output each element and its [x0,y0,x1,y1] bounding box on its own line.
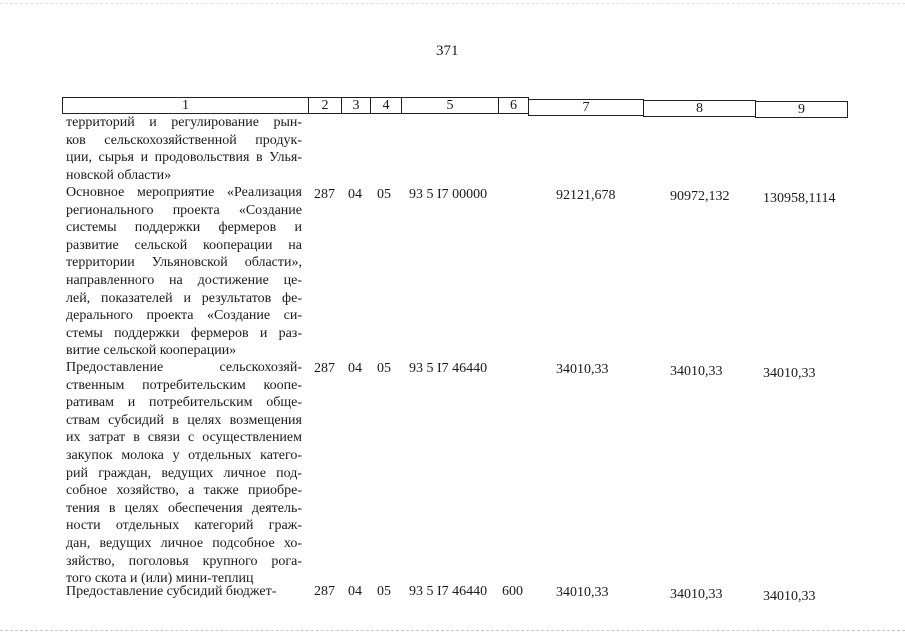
row-2-line-0: Предоставление сельскохозяй- [66,360,302,375]
row-3-admin-code: 287 [314,584,335,599]
row-1-line-5: направленного на достижение це- [66,272,302,288]
row-2-line-7: собное хозяйство, а также приобре- [66,483,302,499]
page-number: 371 [436,43,459,59]
row-1-amount-col8: 90972,132 [670,189,730,204]
row-1-line-8: стемы поддержки фермеров и раз- [66,325,302,341]
row-1-amount-col9: 130958,1114 [763,191,836,206]
row-2-line-4: их затрат в связи с осуществлением [66,430,302,446]
header-col-3: 3 [341,97,371,114]
row-2-line-12: того скота и (или) мини-теплиц [66,571,254,587]
row-1-subsection: 05 [377,187,391,202]
row-2-line-3: ствам субсидий в целях возмещения [66,412,302,428]
header-col-6: 6 [498,97,529,114]
row-3-amount-col9: 34010,33 [763,589,816,604]
row-1-amount-col7: 92121,678 [556,188,616,203]
row-0-line-1: ков сельскохозяйственной продук- [66,132,302,148]
row-1-admin-code: 287 [314,187,335,202]
row-3-expense-type: 600 [502,584,523,599]
header-col-5: 5 [401,97,499,114]
row-1-line-3: развитие сельской кооперации на [66,237,302,253]
table-row-2-name [66,359,302,588]
table-row-0-name [66,114,302,184]
row-1-line-9: витие сельской кооперации» [66,343,237,359]
table-row-1-name [66,184,302,360]
row-2-amount-col8: 34010,33 [670,364,723,379]
row-0-line-2: ции, сырья и продовольствия в Улья- [66,150,302,166]
row-2-amount-col9: 34010,33 [763,366,816,381]
row-1-line-6: лей, показателей и результатов фе- [66,290,302,306]
row-1-line-2: системы поддержки фермеров и [66,220,302,236]
row-2-target-article: 93 5 I7 46440 [409,361,488,376]
row-1-line-4: территории Ульяновской области», [66,255,302,271]
row-2-amount-col7: 34010,33 [556,362,609,377]
row-2-admin-code: 287 [314,361,335,376]
row-0-line-3: новской области» [66,167,172,183]
row-2-line-10: дан, ведущих личное подсобное хо- [66,535,302,551]
header-col-1: 1 [62,97,309,114]
row-2-line-1: ственным потребительским коопе- [66,377,302,393]
row-1-section: 04 [348,187,362,202]
row-2-line-8: тения в целях обеспечения деятель- [66,500,302,516]
row-2-line-2: ративам и потребительским обще- [66,395,302,411]
scan-edge-top [0,3,905,5]
row-2-subsection: 05 [377,361,391,376]
row-3-amount-col8: 34010,33 [670,587,723,602]
table-row-3-name [66,583,302,601]
row-3-amount-col7: 34010,33 [556,585,609,600]
row-3-target-article: 93 5 I7 46440 [409,584,488,599]
header-col-8: 8 [643,100,756,117]
row-1-line-7: дерального проекта «Создание си- [66,308,302,324]
scan-edge-bottom [0,630,905,632]
header-col-9: 9 [755,101,848,118]
row-2-section: 04 [348,361,362,376]
row-1-line-1: регионального проекта «Создание [66,202,302,218]
header-col-7: 7 [528,99,644,116]
header-col-2: 2 [308,97,342,114]
row-3-section: 04 [348,584,362,599]
row-0-line-0: территорий и регулирование рын- [66,115,302,130]
row-2-line-6: рий граждан, ведущих личное под- [66,465,302,481]
row-1-target-article: 93 5 I7 00000 [409,187,488,202]
header-col-4: 4 [370,97,402,114]
row-2-line-5: закупок молока у отдельных катего- [66,447,302,463]
row-3-line-0: Предоставление субсидий бюджет- [66,584,277,599]
row-2-line-9: ности отдельных категорий граж- [66,518,302,534]
row-2-line-11: зяйство, поголовья крупного рога- [66,553,302,569]
row-3-subsection: 05 [377,584,391,599]
row-1-line-0: Основное мероприятие «Реализация [66,185,302,200]
